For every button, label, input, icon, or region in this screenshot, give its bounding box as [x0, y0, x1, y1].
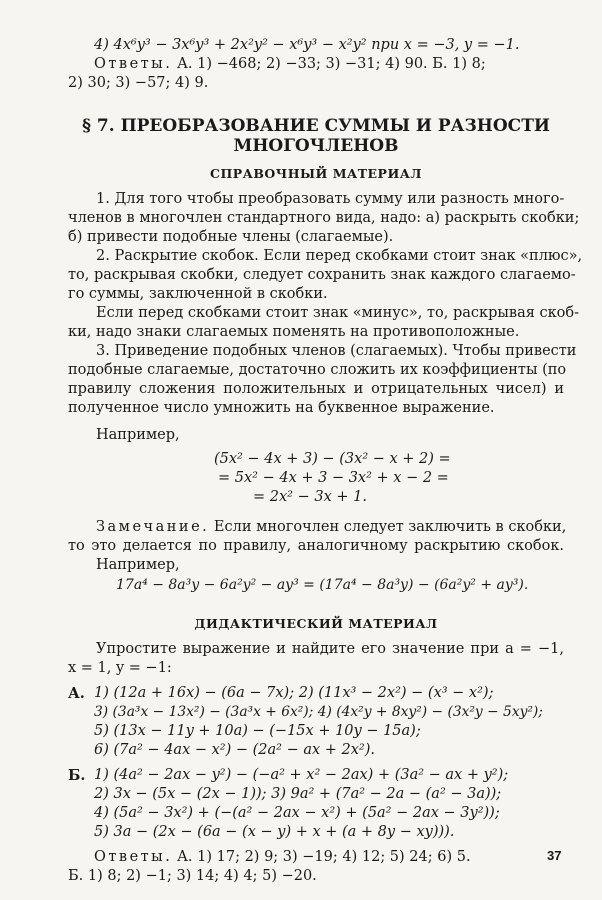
- group-B-line3: 4) (5a² − 3x²) + (−(a² − 2ax − x²) + (5a² − 2ax − 3y²));: [94, 805, 500, 821]
- top-answers-line1: А. 1) −468; 2) −33; 3) −31; 4) 90. Б. 1) 8;: [176, 56, 486, 72]
- ref-p1-line1: 1. Для того чтобы преобразовать сумму или разность много-: [96, 191, 565, 207]
- ref-p4-line3: правилу сложения положительных и отрицательных чисел) и: [68, 381, 564, 397]
- didactic-answers-line1: [94, 848, 471, 867]
- group-A-line1: 1) (12a + 16x) − (6a − 7x); 2) (11x³ − 2x²) − (x³ − x²);: [94, 685, 494, 701]
- ref-equation-line3: = 2x² − 3x + 1.: [253, 489, 367, 505]
- top-answers-label: Ответы.: [94, 56, 173, 72]
- ref-note-line2: то это делается по правилу, аналогичному раскрытию скобок.: [68, 538, 564, 554]
- section-title-line1: § 7. ПРЕОБРАЗОВАНИЕ СУММЫ И РАЗНОСТИ: [82, 116, 550, 136]
- ref-note-text: Если многочлен следует заключить в скобки,: [213, 519, 567, 535]
- ref-p1-line2: членов в многочлен стандартного вида, надо: а) раскрыть скобки;: [68, 210, 580, 226]
- didactic-answers-label: Ответы.: [94, 849, 173, 865]
- didactic-answers-line2: Б. 1) 8; 2) −1; 3) 14; 4) 4; 5) −20.: [68, 868, 317, 884]
- page-number: 37: [547, 848, 562, 863]
- top-answers: [94, 55, 564, 74]
- ref-p4-line1: 3. Приведение подобных членов (слагаемых). Чтобы привести: [96, 343, 577, 359]
- group-B-line1: 1) (4a² − 2ax − y²) − (−a² + x² − 2ax) + (3a² − ax + y²);: [94, 767, 509, 783]
- top-item4-text: 4) 4x⁶y³ − 3x⁶y³ + 2x²y² − x⁶y³ − x²y² при x = −3, y = −1.: [94, 37, 520, 53]
- ref-equation-4: 17a⁴ − 8a³y − 6a²y² − ay³ = (17a⁴ − 8a³y) − (6a²y² + ay³).: [116, 577, 529, 593]
- ref-p2-line1: 2. Раскрытие скобок. Если перед скобками стоит знак «плюс»,: [96, 248, 583, 264]
- group-A-line3: 5) (13x − 11y + 10a) − (−15x + 10y − 15a);: [94, 723, 421, 739]
- ref-p2-line3: го суммы, заключенной в скобки.: [68, 286, 328, 302]
- didactic-answers-text: А. 1) 17; 2) 9; 3) −19; 4) 12; 5) 24; 6) 5.: [176, 849, 471, 865]
- ref-p3-line1: Если перед скобками стоит знак «минус», то, раскрывая скоб-: [96, 305, 580, 321]
- section-title-line2: МНОГОЧЛЕНОВ: [233, 136, 399, 156]
- group-B-label: Б.: [68, 767, 86, 784]
- ref-example-label: Например,: [96, 427, 180, 443]
- ref-note-label: Замечание.: [96, 519, 210, 535]
- ref-note-line1: [68, 518, 567, 537]
- group-A-label: А.: [68, 685, 85, 702]
- top-exercise-item-4: [94, 36, 519, 55]
- ref-p2-line2: то, раскрывая скобки, следует сохранить знак каждого слагаемо-: [68, 267, 576, 283]
- group-B-line4: 5) 3a − (2x − (6a − (x − y) + x + (a + 8y − xy))).: [94, 824, 455, 840]
- group-A-line2: 3) (3a³x − 13x²) − (3a³x + 6x²); 4) (4x²y + 8xy²) − (3x²y − 5xy²);: [94, 704, 543, 720]
- ref-p4-line4: полученное число умножить на буквенное выражение.: [68, 400, 495, 416]
- ref-example2-label: Например,: [96, 557, 180, 573]
- task-line1: Упростите выражение и найдите его значение при a = −1,: [96, 641, 564, 657]
- ref-equation-line2: = 5x² − 4x + 3 − 3x² + x − 2 =: [218, 470, 449, 486]
- ref-p4-line2: подобные слагаемые, достаточно сложить их коэффициенты (по: [68, 362, 567, 378]
- ref-p1-line3: б) привести подобные члены (слагаемые).: [68, 229, 394, 245]
- ref-equation-line1: (5x² − 4x + 3) − (3x² − x + 2) =: [214, 451, 451, 467]
- group-A-line4: 6) (7a² − 4ax − x²) − (2a² − ax + 2x²).: [94, 742, 376, 758]
- task-line2: x = 1, y = −1:: [68, 660, 172, 676]
- reference-heading: СПРАВОЧНЫЙ МАТЕРИАЛ: [210, 166, 422, 181]
- ref-p3-line2: ки, надо знаки слагаемых поменять на противоположные.: [68, 324, 520, 340]
- didactic-heading: ДИДАКТИЧЕСКИЙ МАТЕРИАЛ: [194, 616, 438, 631]
- group-B-line2: 2) 3x − (5x − (2x − 1)); 3) 9a² + (7a² − 2a − (a² − 3a));: [94, 786, 502, 802]
- top-answers-line2: 2) 30; 3) −57; 4) 9.: [68, 75, 209, 91]
